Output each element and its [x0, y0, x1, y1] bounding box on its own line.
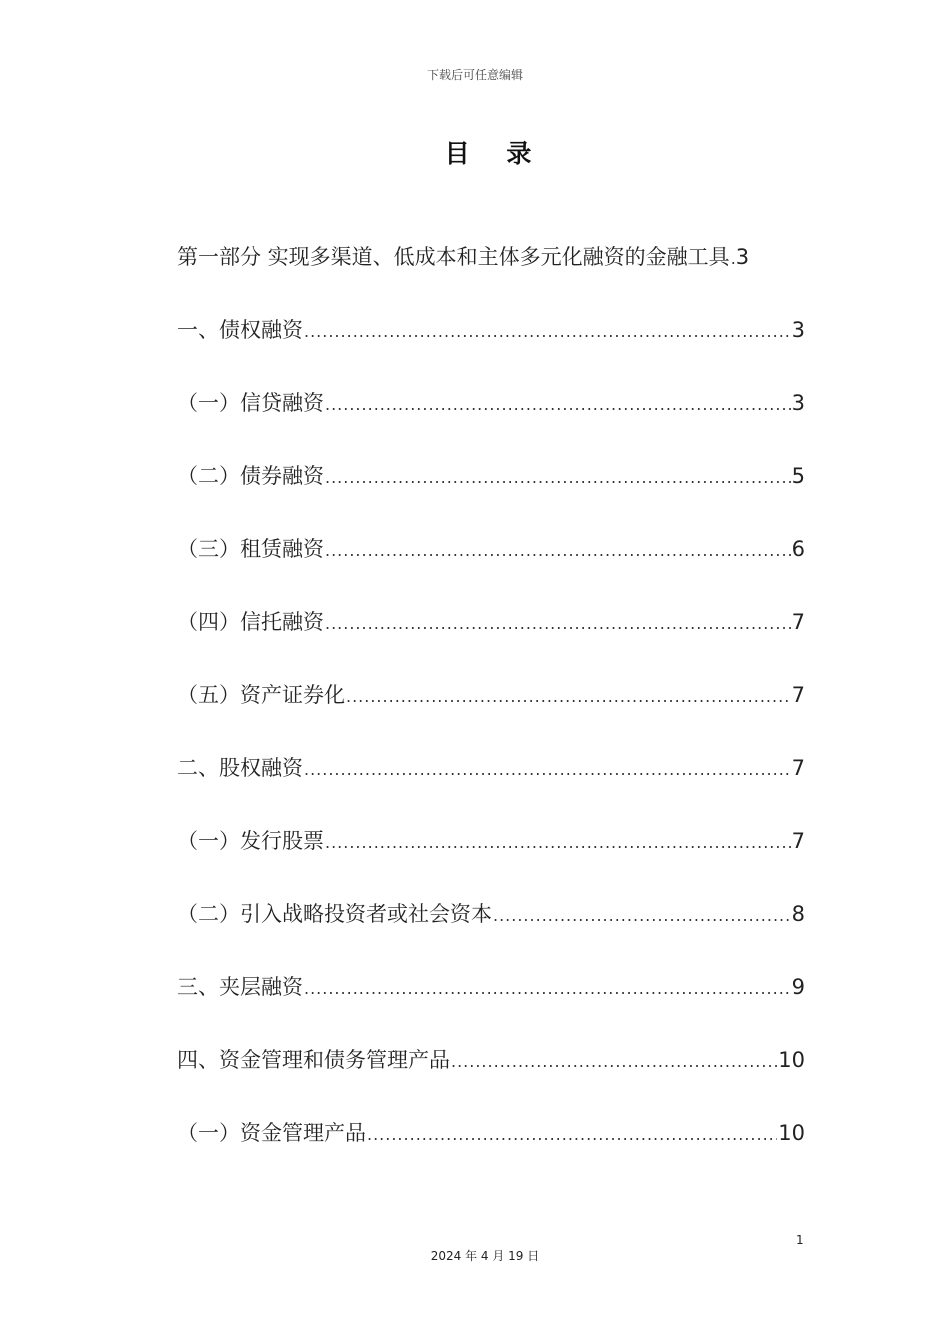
toc-entry-label: 三、夹层融资	[177, 975, 303, 999]
toc-leader-dots	[325, 533, 791, 569]
toc-entry-page: 8	[791, 902, 805, 926]
toc-leader-dots	[493, 898, 791, 934]
toc-entry-page: 10	[778, 1121, 805, 1145]
toc-entry-page: 3	[791, 318, 805, 342]
toc-entry-label: （二）债券融资	[177, 464, 324, 488]
toc-entry-page: 7	[791, 829, 805, 853]
toc-entry[interactable]	[177, 969, 805, 1042]
toc-entry-page: 3	[735, 245, 750, 269]
toc-entry-label: （五）资产证券化	[177, 683, 345, 707]
toc-leader-dots	[325, 825, 791, 861]
toc-entry-page: 6	[791, 537, 805, 561]
toc-entry-label: 第一部分 实现多渠道、低成本和主体多元化融资的金融工具	[177, 245, 730, 269]
toc-entry[interactable]	[177, 239, 805, 312]
toc-leader-dots	[325, 387, 791, 423]
toc-entry-label: 四、资金管理和债务管理产品	[177, 1048, 450, 1072]
toc-entry[interactable]	[177, 1115, 805, 1188]
toc-entry-label: （四）信托融资	[177, 610, 324, 634]
toc-entry-page: 9	[791, 975, 805, 999]
toc-entry[interactable]	[177, 385, 805, 458]
toc-entry[interactable]	[177, 604, 805, 677]
toc-entry[interactable]	[177, 458, 805, 531]
toc-leader-dots	[304, 752, 791, 788]
toc-entry[interactable]	[177, 750, 805, 823]
toc-leader-dots	[451, 1044, 777, 1080]
toc-entry-page: 7	[791, 756, 805, 780]
page-header: 下载后可任意编辑	[426, 68, 523, 82]
page-title: 目 录	[444, 139, 546, 168]
toc-entry-page: 3	[791, 391, 805, 415]
footer-date: 2024 年 4 月 19 日	[430, 1249, 540, 1263]
toc-entry[interactable]	[177, 677, 805, 750]
toc-entry-label: （二）引入战略投资者或社会资本	[177, 902, 492, 926]
toc-entry-page: 7	[791, 683, 805, 707]
toc-entry-label: （一）发行股票	[177, 829, 324, 853]
page-number: 1	[796, 1233, 804, 1247]
toc-entry[interactable]	[177, 896, 805, 969]
toc-entry-label: （一）资金管理产品	[177, 1121, 366, 1145]
toc-leader-dots	[367, 1117, 777, 1153]
toc-leader-dots	[325, 460, 791, 496]
toc-entry-page: 10	[778, 1048, 805, 1072]
toc-entry-label: 二、股权融资	[177, 756, 303, 780]
toc-leader-dots	[346, 679, 791, 715]
toc-entry-label: （三）租赁融资	[177, 537, 324, 561]
toc-entry-page: 7	[791, 610, 805, 634]
toc-leader-dots	[304, 971, 791, 1007]
table-of-contents	[177, 239, 805, 1188]
toc-entry[interactable]	[177, 1042, 805, 1115]
toc-entry-label: （一）信贷融资	[177, 391, 324, 415]
toc-leader-dots	[304, 314, 791, 350]
toc-leader-dots	[325, 606, 791, 642]
toc-entry[interactable]	[177, 312, 805, 385]
toc-entry[interactable]	[177, 531, 805, 604]
toc-entry-page: 5	[791, 464, 805, 488]
toc-entry-label: 一、债权融资	[177, 318, 303, 342]
toc-entry[interactable]	[177, 823, 805, 896]
toc-leader-dots	[731, 241, 735, 277]
